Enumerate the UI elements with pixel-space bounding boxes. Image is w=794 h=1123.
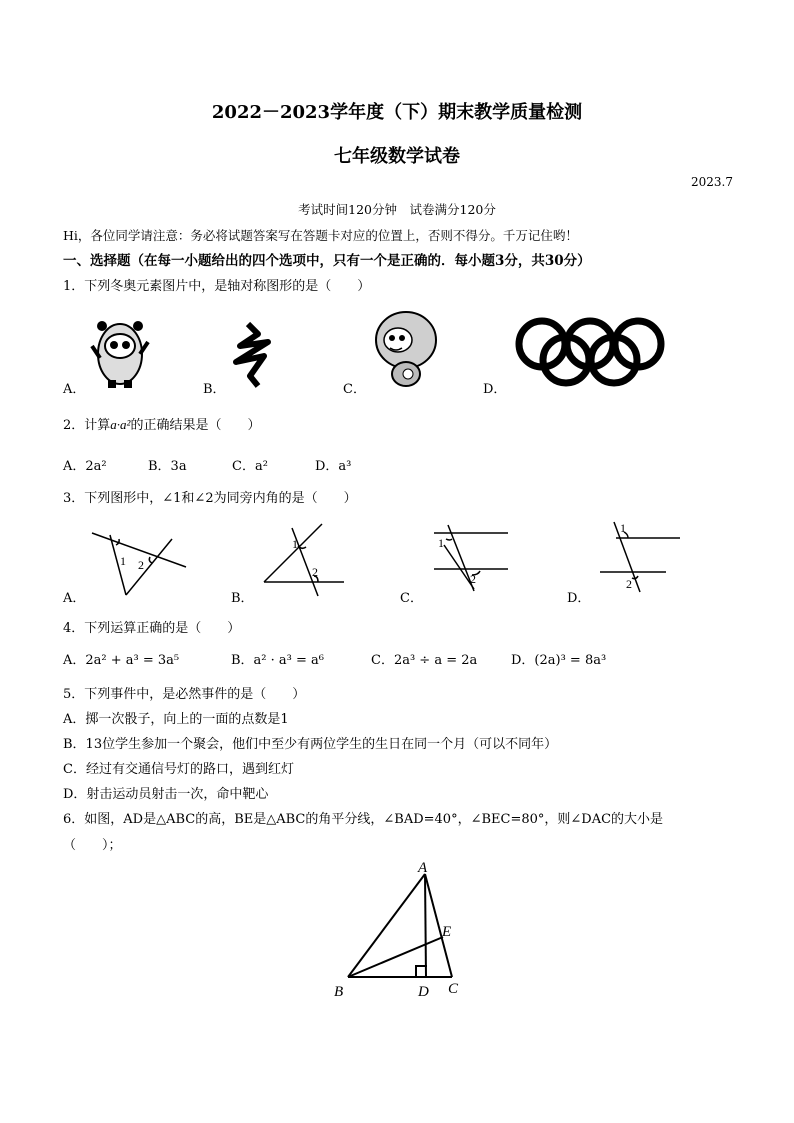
q2-stem-expression: a·a² (110, 417, 131, 432)
q1-mascot-shueyrhonrhon-image (368, 306, 440, 390)
q1-option-d-label: D． (483, 382, 507, 397)
q3-figure-a (90, 525, 190, 597)
exam-date: 2023.7 (691, 175, 733, 189)
question-4-stem: 4．下列运算正确的是（ ） (63, 621, 241, 636)
q1-option-c-label: C． (343, 382, 366, 397)
q1-option-b-label: B． (203, 382, 226, 397)
question-6-stem: 6．如图，AD是△ABC的高，BE是△ABC的角平分线，∠BAD=40°，∠BEC=80°，则∠DAC的大小是 (63, 812, 664, 827)
page-subtitle: 七年级数学试卷 (334, 146, 460, 167)
q5-option-d: D．射击运动员射击一次，命中靶心 (63, 787, 269, 802)
question-1-stem: 1．下列冬奥元素图片中，是轴对称图形的是（ ） (63, 279, 371, 294)
q3-figure-b (262, 520, 352, 596)
q4-option-a: A．2a² + a³ = 3a⁵ (63, 653, 180, 668)
exam-info: 考试时间120分钟 试卷满分120分 (298, 202, 496, 217)
q3-b-angle-1-label: 1 (292, 537, 298, 551)
q2-stem-prefix: 2．计算 (63, 418, 111, 433)
q3-c-angle-2-label: 2 (470, 572, 476, 586)
q5-option-c: C．经过有交通信号灯的路口，遇到红灯 (63, 762, 294, 777)
question-3-stem: 3．下列图形中，∠1和∠2为同旁内角的是（ ） (63, 491, 357, 506)
q1-option-a-label: A． (63, 382, 86, 397)
q2-option-d: D．a³ (315, 459, 352, 474)
q6-vertex-c-label: C (448, 981, 459, 997)
question-6-stem-tail: （ ）； (63, 838, 122, 853)
q6-point-d-label: D (418, 984, 429, 1000)
q3-figure-d (598, 520, 684, 596)
q5-option-b: B．13位学生参加一个聚会，他们中至少有两位学生的生日在同一个月（可以不同年） (63, 737, 558, 752)
q3-option-a-label: A． (63, 591, 86, 606)
q3-c-angle-1-label: 1 (438, 536, 444, 550)
question-5-stem: 5．下列事件中，是必然事件的是（ ） (63, 687, 306, 702)
q3-d-angle-2-label: 2 (626, 577, 632, 591)
q3-b-angle-2-label: 2 (312, 565, 318, 579)
q3-option-b-label: B． (231, 591, 254, 606)
q2-option-a: A．2a² (63, 459, 107, 474)
notice: Hi，各位同学请注意：务必将试题答案写在答题卡对应的位置上，否则不得分。千万记住哟！ (63, 228, 578, 243)
question-2-stem (63, 414, 260, 433)
q6-point-e-label: E (442, 924, 452, 940)
q3-d-angle-1-label: 1 (620, 521, 626, 535)
q1-mascot-bingdwendwen-image (90, 318, 150, 390)
q2-option-b: B．3a (148, 459, 187, 474)
q3-figure-c (434, 525, 514, 595)
q2-stem-suffix: 的正确结果是（ ） (130, 418, 261, 433)
section-heading: 一、选择题（在每一小题给出的四个选项中，只有一个是正确的．每小题3分，共30分） (63, 253, 591, 269)
q6-vertex-b-label: B (334, 984, 344, 1000)
q4-option-c: C．2a³ ÷ a = 2a (371, 653, 478, 668)
q6-triangle-figure (330, 860, 480, 1005)
q1-olympic-rings-image (512, 318, 662, 384)
q4-option-d: D．(2a)³ = 8a³ (511, 653, 607, 668)
q6-vertex-a-label: A (418, 860, 428, 876)
q3-a-angle-1-label: 1 (120, 554, 126, 568)
q3-a-angle-2-label: 2 (138, 558, 144, 572)
q3-option-d-label: D． (567, 591, 591, 606)
page-title: 2022－2023学年度（下）期末教学质量检测 (211, 102, 583, 123)
q4-option-b: B．a² · a³ = a⁶ (231, 653, 324, 668)
q3-option-c-label: C． (400, 591, 423, 606)
q1-calligraphy-emblem-image (228, 320, 278, 392)
q5-option-a: A．掷一次骰子，向上的一面的点数是1 (63, 712, 289, 727)
q2-option-c: C．a² (232, 459, 268, 474)
